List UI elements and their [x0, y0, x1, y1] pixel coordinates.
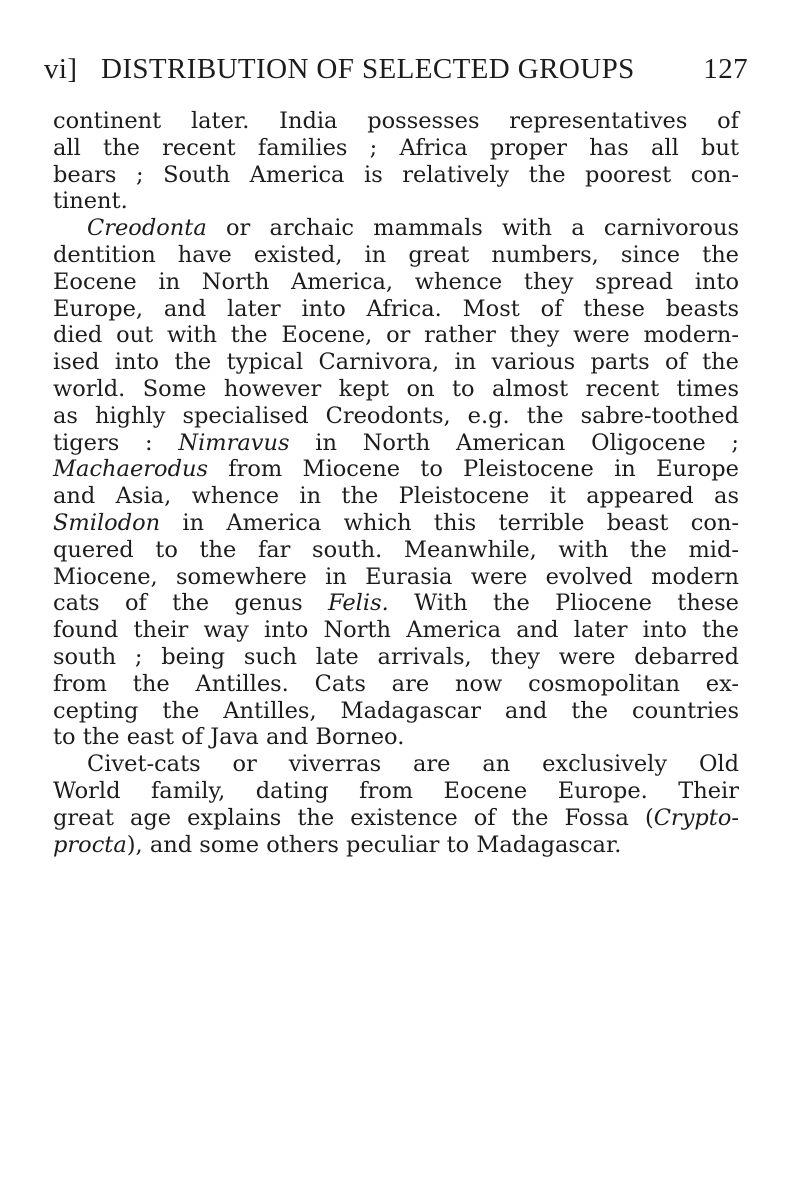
text-line: Civet-cats or viverras are an exclusively Old [87, 751, 739, 778]
text-line: quered to the far south. Meanwhile, with the mid- [53, 536, 739, 563]
text-line: Miocene, somewhere in Eurasia were evolved modern [53, 563, 739, 590]
italic-term: Machaerodus [53, 456, 209, 483]
text-line: tigers : Nimravus in North American Oligocene ; [53, 429, 739, 456]
chapter-number: vi] [44, 53, 78, 85]
text-line: from the Antilles. Cats are now cosmopolitan ex- [53, 670, 739, 697]
text-line: cats of the genus Felis. With the Pliocene these [53, 590, 739, 617]
text-line: Machaerodus from Miocene to Pleistocene in Europe [53, 456, 739, 483]
text-line: continent later. India possesses representatives of [53, 108, 739, 134]
body-text [53, 108, 739, 858]
text-line: Smilodon in America which this terrible beast con- [53, 509, 739, 536]
text-line: as highly specialised Creodonts, e.g. the sabre-toothed [53, 402, 739, 429]
text-line: dentition have existed, in great numbers, since the [53, 241, 739, 268]
text-line: all the recent families ; Africa proper has all but [53, 134, 739, 161]
text-line: Creodonta or archaic mammals with a carnivorous [87, 215, 739, 242]
text-line: to the east of Java and Borneo. [53, 724, 405, 751]
text-line: south ; being such late arrivals, they were debarred [53, 643, 739, 670]
page-number: 127 [703, 53, 748, 85]
italic-term: Crypto- [653, 804, 739, 831]
text-line: tinent. [53, 188, 128, 215]
text-line: Eocene in North America, whence they spread into [53, 268, 739, 295]
text-line: Europe, and later into Africa. Most of these beasts [53, 295, 739, 322]
text-line: great age explains the existence of the Fossa (Crypto- [53, 804, 739, 831]
text-line: procta), and some others peculiar to Madagascar. [53, 831, 622, 858]
italic-term: Felis. [327, 590, 389, 617]
text-line: bears ; South America is relatively the poorest con- [53, 161, 739, 188]
text-line: and Asia, whence in the Pleistocene it appeared as [53, 483, 739, 510]
italic-term: procta [53, 831, 127, 858]
running-title: DISTRIBUTION OF SELECTED GROUPS [101, 53, 635, 85]
italic-term: Smilodon [53, 509, 161, 536]
text-line: died out with the Eocene, or rather they were modern- [53, 322, 739, 349]
text-line: ised into the typical Carnivora, in various parts of the [53, 349, 739, 376]
text-line: world. Some however kept on to almost recent times [53, 375, 739, 402]
italic-term: Creodonta [87, 215, 207, 242]
text-line: cepting the Antilles, Madagascar and the countries [53, 697, 739, 724]
italic-term: Nimravus [178, 429, 290, 456]
running-header [44, 52, 748, 86]
text-line: World family, dating from Eocene Europe. Their [53, 777, 739, 804]
text-line: found their way into North America and later into the [53, 617, 739, 644]
